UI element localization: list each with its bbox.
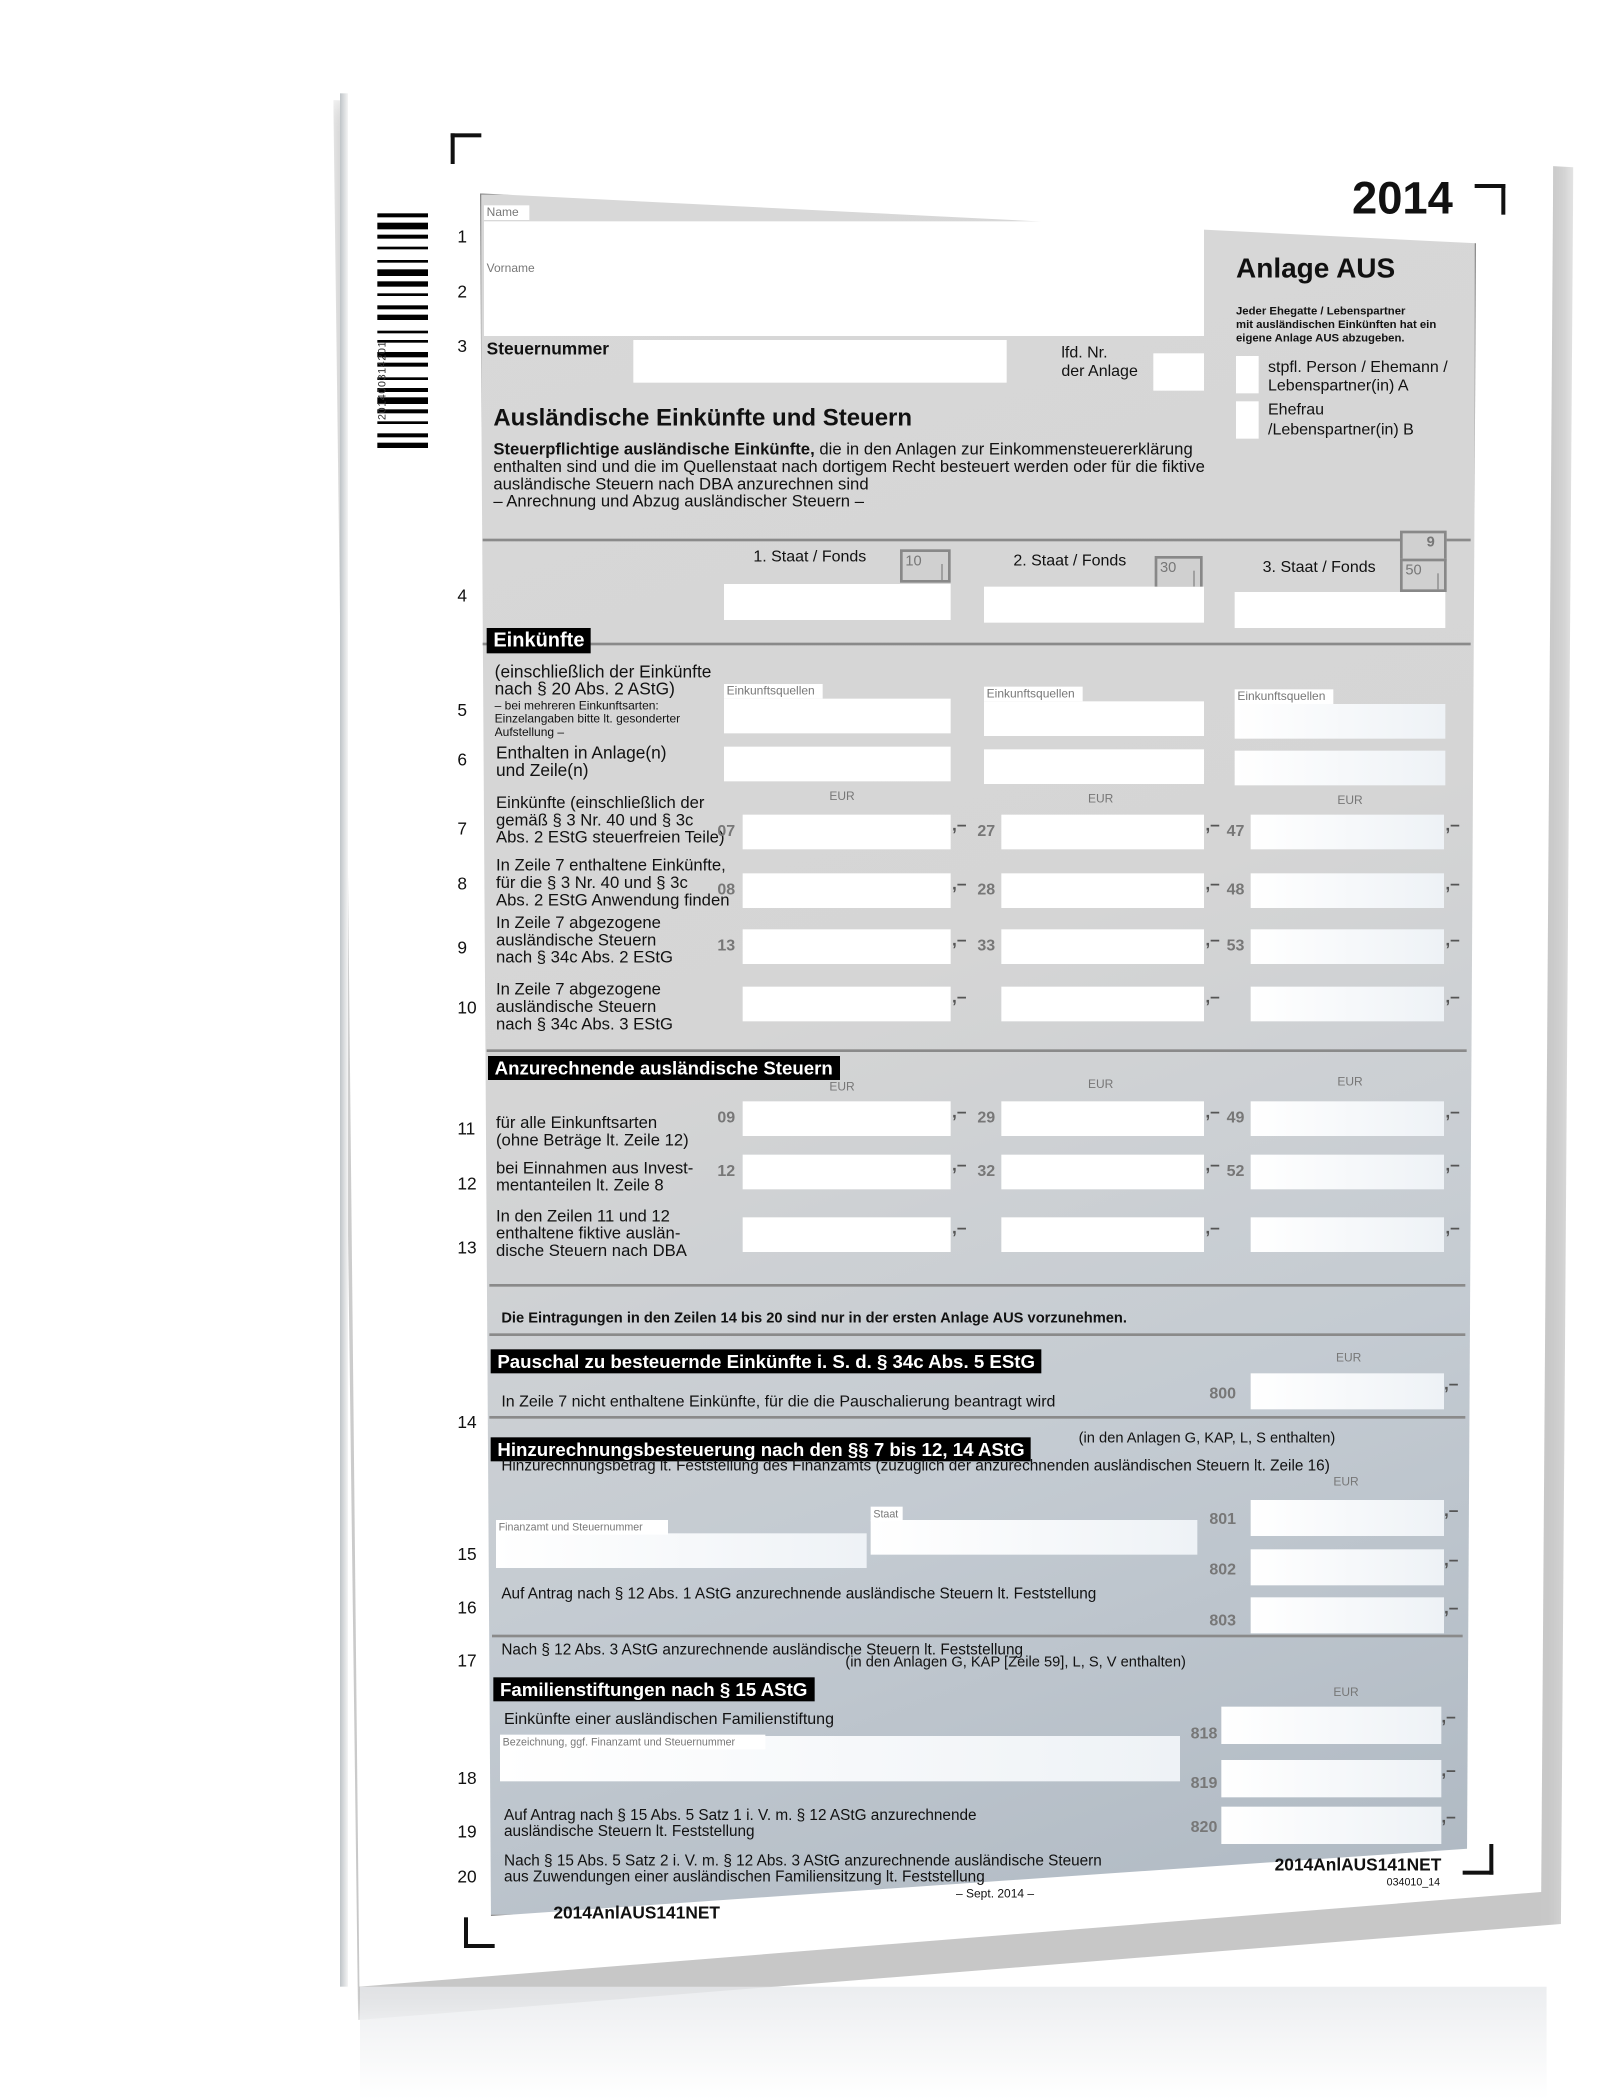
barcode-bar bbox=[377, 433, 428, 437]
divider bbox=[487, 1049, 1467, 1052]
source-field-3[interactable] bbox=[1235, 704, 1446, 739]
row18-text: Einkünfte einer ausländischen Familienstiftung bbox=[503, 1709, 834, 1728]
intro-line-3: ausländische Steuern nach DBA anzurechnen sind bbox=[493, 474, 869, 494]
amount-field-row-8-state-2[interactable] bbox=[1001, 873, 1204, 908]
barcode-bar bbox=[377, 260, 428, 263]
checkbox-person-b[interactable] bbox=[1236, 401, 1259, 438]
anlage-field-1[interactable] bbox=[724, 747, 951, 782]
line-number: 3 bbox=[457, 335, 467, 356]
row-8-text: Abs. 2 EStG Anwendung finden bbox=[495, 890, 730, 910]
decimal-separator: ,– bbox=[951, 1101, 967, 1122]
amount-field-row-7-state-3[interactable] bbox=[1251, 815, 1444, 850]
form-note-3: eigene Anlage AUS abzugeben. bbox=[1235, 330, 1405, 344]
row-7-text: gemäß § 3 Nr. 40 und § 3c bbox=[495, 810, 694, 830]
finanzamt-label: Finanzamt und Steuernummer bbox=[496, 1520, 668, 1535]
decimal-separator: ,– bbox=[1205, 929, 1220, 950]
amount-field-818[interactable] bbox=[1221, 1707, 1441, 1744]
section-familien-header: Familienstiftungen nach § 15 AStG bbox=[493, 1677, 814, 1701]
decimal-separator: ,– bbox=[951, 873, 967, 894]
row-9-text: ausländische Steuern bbox=[495, 930, 657, 950]
extra-code-box[interactable] bbox=[1400, 531, 1447, 562]
barcode-bar bbox=[377, 269, 428, 276]
line-number: 18 bbox=[457, 1767, 477, 1788]
eur-label: EUR bbox=[1337, 1074, 1363, 1088]
line-number: 1 bbox=[457, 226, 467, 247]
decimal-separator: ,– bbox=[1445, 986, 1460, 1007]
anlage-field-3[interactable] bbox=[1235, 751, 1446, 786]
field-code: 13 bbox=[717, 935, 736, 955]
row-13-text: dische Steuern nach DBA bbox=[495, 1241, 687, 1260]
form-note-1: Jeder Ehegatte / Lebenspartner bbox=[1235, 303, 1406, 318]
field-code: 08 bbox=[717, 879, 736, 899]
row-11-text: für alle Einkunftsarten bbox=[495, 1113, 658, 1132]
barcode-bar bbox=[377, 223, 428, 230]
steuernummer-field[interactable] bbox=[633, 340, 1006, 383]
eur-label: EUR bbox=[1087, 1077, 1114, 1091]
hinzurechnung-header-note: (in den Anlagen G, KAP, L, S enthalten) bbox=[1078, 1430, 1336, 1447]
eur-label: EUR bbox=[829, 789, 855, 803]
divider bbox=[489, 1333, 1465, 1336]
corner-mark-bottom-right bbox=[1463, 1844, 1494, 1875]
line-number: 20 bbox=[457, 1866, 477, 1887]
checkbox-a-label-1: stpfl. Person / Ehemann / bbox=[1267, 357, 1448, 376]
decimal-separator: ,– bbox=[1445, 873, 1460, 894]
code-802: 802 bbox=[1209, 1559, 1237, 1579]
field-code: 53 bbox=[1226, 935, 1245, 955]
source-label-1: Einkunftsquellen bbox=[724, 684, 823, 699]
steuernummer-label: Steuernummer bbox=[486, 338, 609, 359]
amount-field-row-11-state-3[interactable] bbox=[1251, 1101, 1444, 1136]
row5-text-1: (einschließlich der Einkünfte bbox=[494, 661, 712, 682]
decimal-separator: ,– bbox=[951, 929, 967, 950]
divider bbox=[483, 539, 1471, 542]
line-number: 9 bbox=[457, 937, 467, 958]
state-3-label: 3. Staat / Fonds bbox=[1262, 557, 1376, 576]
decimal-separator: ,– bbox=[1443, 1499, 1459, 1520]
line-number: 13 bbox=[457, 1237, 477, 1258]
vorname-field[interactable] bbox=[484, 276, 1204, 336]
barcode-bar bbox=[377, 315, 428, 320]
amount-field-row-10-state-1[interactable] bbox=[743, 987, 951, 1022]
row-13-text: enthaltene fiktive auslän- bbox=[495, 1223, 681, 1243]
amount-field-row-9-state-3[interactable] bbox=[1251, 929, 1444, 964]
state-2-field[interactable] bbox=[984, 587, 1204, 623]
state-2-code: 30 bbox=[1159, 559, 1177, 576]
checkbox-b-label-1: Ehefrau bbox=[1267, 399, 1325, 419]
divider bbox=[489, 1416, 1465, 1419]
amount-field-row-9-state-1[interactable] bbox=[743, 929, 951, 964]
row-9-text: In Zeile 7 abgezogene bbox=[495, 913, 661, 932]
line-number: 10 bbox=[457, 997, 477, 1018]
page-reflection bbox=[360, 1987, 1547, 2100]
row-10-text: In Zeile 7 abgezogene bbox=[495, 979, 661, 999]
state-1-code-box[interactable] bbox=[900, 549, 951, 582]
line-number: 19 bbox=[457, 1821, 477, 1842]
intro-text bbox=[493, 441, 1205, 510]
amount-field-row-12-state-1[interactable] bbox=[743, 1155, 951, 1190]
row15-text: Hinzurechnungsbetrag lt. Feststellung des Finanzamts (zuzüglich der anzurechnenden ausländischen Steuern lt. Zeile 16) bbox=[501, 1458, 1330, 1475]
decimal-separator: ,– bbox=[1445, 1154, 1460, 1175]
amount-field-row-7-state-2[interactable] bbox=[1001, 815, 1204, 850]
decimal-separator: ,– bbox=[1445, 1217, 1460, 1238]
barcode-bar bbox=[377, 421, 428, 424]
decimal-separator: ,– bbox=[1443, 1597, 1459, 1618]
barcode-bar bbox=[377, 293, 428, 296]
checkbox-person-a[interactable] bbox=[1236, 356, 1259, 393]
corner-mark-bottom-left bbox=[464, 1917, 495, 1948]
footer-form-code-right: 2014AnlAUS141NET bbox=[1274, 1854, 1442, 1875]
decimal-separator: ,– bbox=[951, 986, 967, 1007]
familien-header-note: (in den Anlagen G, KAP [Zeile 59], L, S, V enthalten) bbox=[845, 1654, 1186, 1671]
amount-field-row-10-state-2[interactable] bbox=[1001, 987, 1204, 1022]
checkbox-b-label-2: /Lebenspartner(in) B bbox=[1267, 419, 1414, 439]
row-10-text: ausländische Steuern bbox=[495, 997, 657, 1016]
amount-field-row-11-state-1[interactable] bbox=[743, 1101, 951, 1136]
divider bbox=[483, 643, 1471, 646]
field-code: 28 bbox=[977, 879, 996, 899]
row5-small-2: Einzelangaben bitte lt. gesonderter bbox=[494, 711, 681, 726]
amount-field-819[interactable] bbox=[1221, 1760, 1441, 1797]
line-number: 2 bbox=[457, 281, 467, 302]
page-title: Ausländische Einkünfte und Steuern bbox=[493, 403, 913, 431]
section-pauschal-header: Pauschal zu besteuernde Einkünfte i. S. d. § 34c Abs. 5 EStG bbox=[491, 1349, 1042, 1373]
eur-label: EUR bbox=[1333, 1474, 1359, 1488]
line-number: 16 bbox=[457, 1597, 477, 1618]
intro-bold: Steuerpflichtige ausländische Einkünfte, bbox=[493, 439, 815, 459]
barcode-bar bbox=[377, 213, 428, 217]
state-3-code-box[interactable] bbox=[1400, 559, 1447, 592]
page-edge bbox=[340, 93, 348, 1986]
field-code: 09 bbox=[717, 1107, 736, 1127]
amount-field-802[interactable] bbox=[1251, 1549, 1444, 1585]
source-label-3: Einkunftsquellen bbox=[1235, 689, 1334, 704]
footer-form-number: 034010_14 bbox=[1386, 1875, 1441, 1888]
decimal-separator: ,– bbox=[1205, 1154, 1220, 1175]
anlage-field-2[interactable] bbox=[984, 749, 1204, 784]
row-7-text: Einkünfte (einschließlich der bbox=[495, 793, 705, 812]
decimal-separator: ,– bbox=[1445, 1101, 1460, 1122]
decimal-separator: ,– bbox=[1205, 1217, 1220, 1238]
source-field-2[interactable] bbox=[984, 701, 1204, 736]
amount-field-row-8-state-3[interactable] bbox=[1251, 873, 1444, 908]
field-code: 32 bbox=[977, 1161, 996, 1180]
section-anzurechnende-header: Anzurechnende ausländische Steuern bbox=[488, 1056, 839, 1080]
section-einkuenfte-header: Einkünfte bbox=[487, 628, 591, 653]
checkbox-a-label-2: Lebenspartner(in) A bbox=[1267, 375, 1409, 395]
code-819: 819 bbox=[1190, 1773, 1218, 1792]
amount-field-row-11-state-2[interactable] bbox=[1001, 1101, 1204, 1136]
line-number: 11 bbox=[457, 1118, 476, 1139]
row-9-text: nach § 34c Abs. 2 EStG bbox=[495, 947, 673, 967]
eur-label: EUR bbox=[1337, 793, 1363, 807]
line-number: 4 bbox=[457, 585, 467, 606]
field-code: 52 bbox=[1226, 1161, 1245, 1180]
barcode-bar bbox=[377, 281, 428, 286]
barcode-bar bbox=[377, 235, 428, 239]
decimal-separator: ,– bbox=[1205, 814, 1220, 835]
vorname-label: Vorname bbox=[484, 261, 545, 276]
state-1-field[interactable] bbox=[724, 584, 951, 620]
row-7-text: Abs. 2 EStG steuerfreien Teile) bbox=[495, 827, 725, 847]
lfd-nr-label-1: lfd. Nr. bbox=[1061, 342, 1108, 362]
name-label: Name bbox=[484, 205, 529, 220]
row17-text: Nach § 12 Abs. 3 AStG anzurechnende ausländische Steuern lt. Feststellung bbox=[501, 1642, 1023, 1659]
section-hinzurechnung-header: Hinzurechnungsbesteuerung nach den §§ 7 bis 12, 14 AStG bbox=[491, 1437, 1032, 1461]
state-1-code: 10 bbox=[905, 553, 922, 570]
field-code: 27 bbox=[977, 821, 996, 840]
amount-field-row-10-state-3[interactable] bbox=[1251, 987, 1444, 1022]
amount-field-800[interactable] bbox=[1251, 1373, 1444, 1409]
decimal-separator: ,– bbox=[951, 1217, 967, 1238]
decimal-separator: ,– bbox=[1441, 1759, 1456, 1780]
field-code: 07 bbox=[717, 821, 736, 840]
row20-text-1: Nach § 15 Abs. 5 Satz 2 i. V. m. § 12 Abs. 3 AStG anzurechnende ausländische Steuern bbox=[503, 1853, 1102, 1870]
amount-field-row-9-state-2[interactable] bbox=[1001, 929, 1204, 964]
row19-text-2: ausländische Steuern lt. Feststellung bbox=[503, 1823, 755, 1840]
line-number: 12 bbox=[457, 1173, 477, 1194]
year: 2014 bbox=[1351, 173, 1453, 224]
eur-label: EUR bbox=[1335, 1350, 1362, 1364]
staat-field[interactable] bbox=[871, 1520, 1198, 1555]
barcode-bar bbox=[377, 331, 428, 334]
amount-field-row-7-state-1[interactable] bbox=[743, 815, 951, 850]
barcode-bar bbox=[377, 247, 428, 250]
barcode-number: 201400314201 bbox=[375, 340, 388, 420]
row-13-text: In den Zeilen 11 und 12 bbox=[495, 1206, 670, 1226]
amount-field-row-12-state-3[interactable] bbox=[1251, 1155, 1444, 1190]
row5-text-2: nach § 20 Abs. 2 AStG) bbox=[494, 678, 675, 699]
code-820: 820 bbox=[1190, 1817, 1218, 1836]
state-2-code-box[interactable] bbox=[1155, 556, 1203, 589]
row-10-text: nach § 34c Abs. 3 EStG bbox=[495, 1014, 673, 1034]
row5-small-1: – bei mehreren Einkunftsarten: bbox=[494, 698, 659, 712]
row20-text-2: aus Zuwendungen einer ausländischen Familiensitzung lt. Feststellung bbox=[503, 1869, 985, 1886]
source-label-2: Einkunftsquellen bbox=[984, 687, 1083, 702]
row-11-text: (ohne Beträge lt. Zeile 12) bbox=[495, 1130, 689, 1150]
name-field[interactable] bbox=[484, 221, 1204, 284]
barcode-bar bbox=[377, 305, 428, 309]
barcode-bar bbox=[377, 443, 428, 448]
extra-code: 9 bbox=[1426, 534, 1435, 551]
field-code: 47 bbox=[1226, 821, 1245, 840]
source-field-1[interactable] bbox=[724, 699, 951, 734]
corner-mark-top-left bbox=[451, 133, 482, 164]
field-code: 48 bbox=[1226, 879, 1245, 899]
eur-label: EUR bbox=[1087, 791, 1114, 806]
amount-field-row-13-state-2[interactable] bbox=[1001, 1217, 1204, 1252]
line-number: 15 bbox=[457, 1543, 477, 1564]
eur-label: EUR bbox=[829, 1079, 855, 1094]
field-code: 49 bbox=[1226, 1107, 1245, 1127]
form-note-2: mit ausländischen Einkünften hat ein bbox=[1235, 317, 1437, 331]
line-number: 17 bbox=[457, 1650, 477, 1671]
state-1-label: 1. Staat / Fonds bbox=[753, 546, 867, 566]
finanzamt-field[interactable] bbox=[496, 1533, 867, 1568]
row16-text: Auf Antrag nach § 12 Abs. 1 AStG anzurechnende ausländische Steuern lt. Feststellung bbox=[501, 1586, 1097, 1603]
decimal-separator: ,– bbox=[1205, 986, 1220, 1007]
decimal-separator: ,– bbox=[951, 814, 967, 835]
field-code: 12 bbox=[717, 1161, 736, 1180]
amount-field-820[interactable] bbox=[1221, 1807, 1441, 1844]
code-818: 818 bbox=[1190, 1723, 1218, 1743]
code-801: 801 bbox=[1209, 1509, 1237, 1528]
field-code: 29 bbox=[977, 1107, 996, 1127]
lfd-nr-label-2: der Anlage bbox=[1061, 361, 1138, 380]
decimal-separator: ,– bbox=[1445, 929, 1460, 950]
lfd-nr-field[interactable] bbox=[1153, 353, 1204, 390]
line-number: 14 bbox=[457, 1411, 477, 1432]
code-803: 803 bbox=[1209, 1610, 1237, 1630]
corner-mark-top-right bbox=[1475, 184, 1506, 215]
bezeichnung-label: Bezeichnung, ggf. Finanzamt und Steuernummer bbox=[500, 1735, 765, 1750]
row-8-text: In Zeile 7 enthaltene Einkünfte, bbox=[495, 855, 726, 875]
line-number: 8 bbox=[457, 873, 467, 894]
intro-line-1: die in den Anlagen zur Einkommensteuererklärung bbox=[819, 439, 1193, 459]
field-code: 33 bbox=[977, 935, 996, 955]
row14-text: In Zeile 7 nicht enthaltene Einkünfte, für die die Pauschalierung beantragt wird bbox=[501, 1391, 1056, 1411]
row6-text-2: und Zeile(n) bbox=[495, 759, 589, 780]
footer-date: – Sept. 2014 – bbox=[955, 1886, 1035, 1900]
amount-field-803[interactable] bbox=[1251, 1597, 1444, 1633]
row19-text-1: Auf Antrag nach § 15 Abs. 5 Satz 1 i. V. m. § 12 AStG anzurechnende bbox=[503, 1807, 977, 1824]
decimal-separator: ,– bbox=[951, 1154, 967, 1175]
state-3-code: 50 bbox=[1405, 562, 1422, 579]
line-number: 6 bbox=[457, 749, 467, 770]
decimal-separator: ,– bbox=[1443, 1549, 1459, 1570]
amount-field-row-13-state-1[interactable] bbox=[743, 1217, 951, 1252]
row-8-text: für die § 3 Nr. 40 und § 3c bbox=[495, 873, 688, 892]
intro-line-2: enthalten sind und die im Quellenstaat nach dortigem Recht besteuert werden oder für die fiktive bbox=[493, 457, 1205, 476]
intro-line-4: – Anrechnung und Abzug ausländischer Steuern – bbox=[493, 491, 864, 511]
eur-label: EUR bbox=[1333, 1685, 1359, 1699]
amount-field-row-8-state-1[interactable] bbox=[743, 873, 951, 908]
row6-text-1: Enthalten in Anlage(n) bbox=[495, 742, 667, 763]
line-number: 7 bbox=[457, 818, 467, 839]
footer-form-code-left: 2014AnlAUS141NET bbox=[553, 1902, 720, 1923]
state-2-label: 2. Staat / Fonds bbox=[1013, 550, 1127, 570]
decimal-separator: ,– bbox=[1205, 873, 1220, 894]
staat-label: Staat bbox=[871, 1507, 903, 1522]
form-name: Anlage AUS bbox=[1235, 253, 1396, 284]
code-800: 800 bbox=[1209, 1383, 1237, 1403]
note-lines-14-20: Die Eintragungen in den Zeilen 14 bis 20 sind nur in der ersten Anlage AUS vorzunehmen. bbox=[501, 1310, 1127, 1327]
decimal-separator: ,– bbox=[1205, 1101, 1220, 1122]
row-12-text: mentanteilen lt. Zeile 8 bbox=[495, 1175, 664, 1195]
decimal-separator: ,– bbox=[1441, 1706, 1456, 1727]
state-3-field[interactable] bbox=[1235, 592, 1446, 628]
divider bbox=[492, 1635, 1463, 1638]
row-12-text: bei Einnahmen aus Invest- bbox=[495, 1158, 694, 1178]
decimal-separator: ,– bbox=[1441, 1806, 1456, 1827]
amount-field-801[interactable] bbox=[1251, 1500, 1444, 1536]
line-number: 5 bbox=[457, 699, 467, 720]
amount-field-row-12-state-2[interactable] bbox=[1001, 1155, 1204, 1190]
divider bbox=[489, 1284, 1465, 1287]
amount-field-row-13-state-3[interactable] bbox=[1251, 1217, 1444, 1252]
decimal-separator: ,– bbox=[1443, 1373, 1459, 1394]
decimal-separator: ,– bbox=[1445, 814, 1460, 835]
row5-small-3: Aufstellung – bbox=[494, 725, 565, 739]
